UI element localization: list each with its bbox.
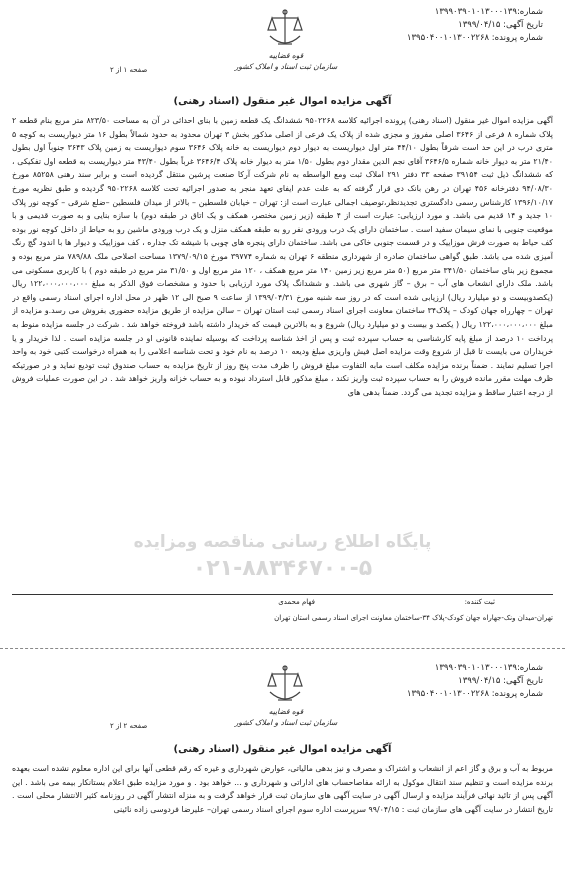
announcement-page-2 [0, 656, 565, 882]
registry-org-name: سازمان ثبت اسناد و املاک کشور [234, 718, 338, 727]
announcement-date: تاریخ آگهی: ۱۳۹۹/۰۴/۱۵ [458, 20, 543, 30]
signer-name: فهام محمدی [278, 598, 315, 606]
page-divider [0, 648, 565, 649]
document-number: شماره:۱۳۹۹۰۳۹۰۱۰۱۳۰۰۰۱۳۹ [434, 7, 543, 17]
judiciary-name: قوه قضاییه [268, 707, 304, 716]
registry-org-name: سازمان ثبت اسناد و املاک کشور [234, 62, 338, 71]
judiciary-name: قوه قضاییه [268, 51, 304, 60]
file-number: شماره پرونده: ۱۳۹۵۰۴۰۰۱۰۱۳۰۰۲۲۶۸ [406, 689, 543, 699]
signer-label: ثبت کننده: [464, 598, 495, 606]
announcement-body: آگهی مزایده اموال غیر منقول (اسناد رهنی) پرونده اجرائیه کلاسه ۹۵۰۲۲۶۸ ششدانگ یک قطعه زمین با بنای احداثی در آن به مساحت ۸۲۳/۵۰ متر مربع بنام قطعه ۲ پلاک شماره ۸ فرعی از ۳۶۴۶ اصلی مفروز و مجزی شده از پلاک یک فرعی از اصلی مذکور بخش ۳ تهران محدود به حدود شمالاً بطول ۱۶ متر دیواریست به کوچه ۵ متری درب در این حد است شرقاً بطول ۴۴/۱۰ متر اول دیواریست به دیوار دوم دیواریست به خانه پلاک ۳۶۴۶ سوم دیواریست به زمین پلاک ۳۶۴۳ جنوباً اول بطول ۲۱/۴۰ متر به دیوار خانه شماره ۳۶۴۶/۵ آقای نجم الدین مقدار دوم بطول ۱/۵۰ متر به دیوار خانه پلاک ۳۶۴۶/۴ غرباً بطول ۴۳/۴۰ متر دیواریست به قطعه اول تفکیکی ، که ششدانگ ذیل ثبت ۳۹۱۵۴ صفحه ۳۳ دفتر ۲۹۱ املاک ثبت ومع الواسطه به نام شرکت آرکا صنعت پرشین منتقل گردیده است و برابر سند رهنی ۸۵۲۵۸ مورخ ۹۴/۰۸/۳۰ دفترخانه ۴۵۶ تهران در رهن بانک دی قرار گرفته که به علت عدم ایفای تعهد منجر به صدور اجرائیه تحت کلاسه ۹۵۰۲۲۶۸ گردیده و طبق نظریه مورخ ۱۳۹۶/۱۰/۱۷ کارشناس رسمی دادگستری تجدیدنظر،توصیف اجمالی عبارت است از: تهران – خیابان فلسطین – بالاتر از میدان فلسطین –ضلع شرقی – کوچه نور پلاک ۱۰ جدید و ۱۴ قدیم می باشد. و مورد ارزیابی: عبارت است از ۴ طبقه (زیر زمین مختصر، همکف و یک اتاق در طبقه دوم) با سازه بنایی و به صورت قدیمی و با موقعیت جنوبی با نمای سیمان سفید است . ساختمان دارای یک درب ورودی نفر رو به طبقه همکف منزل و یک درب ورودی ماشین رو به حیاط از داخل کوچه نور بوده کف حیاط به صورت فرش موزاییک و در قسمت جنوبی خاکی می باشد. ساختمان دارای پنجره های چوبی با شیشه تک جداره ، کف موزاییک و دیوار ها با اندود گچ رنگ آمیزی شده می باشد. طبق گواهی ساختمان صادره از شهرداری منطقه ۶ تهران به شماره ۳۹۷۷۴ مورخ ۱۳۷۹/۰۹/۱۵ مساحت اصلاحی ملک ۷۸۹/۸۸ متر مربع بوده و مجموع زیر بنای ساختمان ۳۴۱/۵۰ متر مربع (۵۰ متر مربع زیر زمین ۱۴۰ متر مربع همکف ، ۱۲۰ متر مربع اول و ۳۱/۵۰ متر مربع در طبقه دوم ) با کاربری مسکونی می باشد. ملک دارای انشعاب های آب – برق – گاز شهری می باشد. و ششدانگ پلاک مورد ارزیابی با حدود و مشخصات فوق الذکر به مبلغ ۱۲۲،۰۰۰،۰۰۰،۰۰۰ ریال (یکصدوبیست و دو میلیارد ریال) ارزیابی شده است که در روز سه شنبه مورخ ۱۳۹۹/۰۴/۳۱ از ساعت ۹ صبح الی ۱۲ ظهر در محل اداره اجرای اسناد رسمی واقع در تهران – چهارراه جهان کودک – پلاک۳۴ ساختمان معاونت اجرای اسناد رسمی ثبت استان تهران – سالن مزایده از طریق مزایده حضوری بفروش می رسد.و مزایده از مبلغ ۱۲۲،۰۰۰،۰۰۰،۰۰۰ ریال ( یکصد و بیست و دو میلیارد ریال) شروع و به بالاترین قیمت که خریدار داشته باشد فروخته خواهد شد . شرکت در جلسه مزایده منوط به پرداخت ۱۰ درصد از مبلغ پایه کارشناسی به حساب سپرده ثبت و پس از اخذ شناسه پرداخت که بوسیله نماینده قانونی او در جلسه مزایده است . لذا خریدار و یا خریداران می بایست تا قبل از شروع وقت مزایده اصل فیش واریزی مبلغ ودیعه ۱۰ درصد به نام خود و تحت شناسه اعلامی را به همراه درخواست کتبی خود به واحد اجرا تسلیم نمایند . ضمناً برنده مزایده مکلف است مابه التفاوت مبلغ فروش را ظرف مدت پنج روز از تاریخ مزایده به حساب صندوق ثبت تودیع نماید و در صورتیکه ظرف مهلت مقرر مانده فروش را به حساب سپرده ثبت واریز نکند ، مبلغ مذکور قابل استرداد نبوده و به حساب خزانه واریز خواهد شد . در این صورت عملیات فروش از درجه اعتبار ساقط و مزایده تجدید می گردد. ضمناً بدهی های [12, 116, 553, 397]
announcement-title: آگهی مزایده اموال غیر منقول (اسناد رهنی) [173, 96, 392, 107]
judiciary-emblem-icon [262, 6, 308, 50]
document-meta [407, 662, 543, 701]
signature-divider [12, 594, 553, 595]
judiciary-emblem-icon [262, 662, 308, 706]
watermark-text: پایگاه اطلاع رسانی مناقصه ومزایده [133, 532, 432, 552]
organization-name [222, 706, 350, 728]
announcement-date: تاریخ آگهی: ۱۳۹۹/۰۴/۱۵ [458, 676, 543, 686]
file-number: شماره پرونده: ۱۳۹۵۰۴۰۰۱۰۱۳۰۰۲۲۶۸ [406, 33, 543, 43]
watermark-phone: ۰۲۱-۸۸۳۴۶۷۰۰-۵ [192, 556, 373, 581]
announcement-body: مربوط به آب و برق و گاز اعم از انشعاب و اشتراک و مصرف و نیز بدهی مالیاتی، عوارض شهرداری و غیره که رقم قطعی آنها برای این اداره معلوم نشده است بعهده برنده مزایده است و تنظیم سند انتقال موکول به ارائه مفاصاحساب های اداراتی و شهرداری و ... خواهد بود . و مورد مزایده طبق اعلام بستانکار بیمه می باشد . این آگهی پس از تائید نهائی فرآیند مزایده و ارسال آگهی در سایت آگهی های سازمان ثبت قرار خواهد گرفت و به منزله انتشار آگهی در روزنامه کثیر الانتشار محلی است . تاریخ انتشار در سایت آگهی های سازمان ثبت : ۹۹/۰۴/۱۵ سرپرست اداره سوم اجرای اسناد رسمی تهران– علیرضا فردوسی زاده نائینی [12, 764, 553, 814]
organization-name [222, 50, 350, 72]
page-label: صفحه ۱ از ۲ [110, 66, 148, 74]
announcement-title: آگهی مزایده اموال غیر منقول (اسناد رهنی) [173, 744, 392, 755]
page-label: صفحه ۲ از ۲ [110, 722, 148, 730]
document-number: شماره:۱۳۹۹۰۳۹۰۱۰۱۳۰۰۰۱۳۹ [434, 663, 543, 673]
document-meta [407, 6, 543, 45]
office-address: تهران-میدان ونک-جهاراه جهان کودک-پلاک ۳۴-ساختمان معاونت اجرای اسناد رسمی استان تهران [274, 614, 553, 622]
